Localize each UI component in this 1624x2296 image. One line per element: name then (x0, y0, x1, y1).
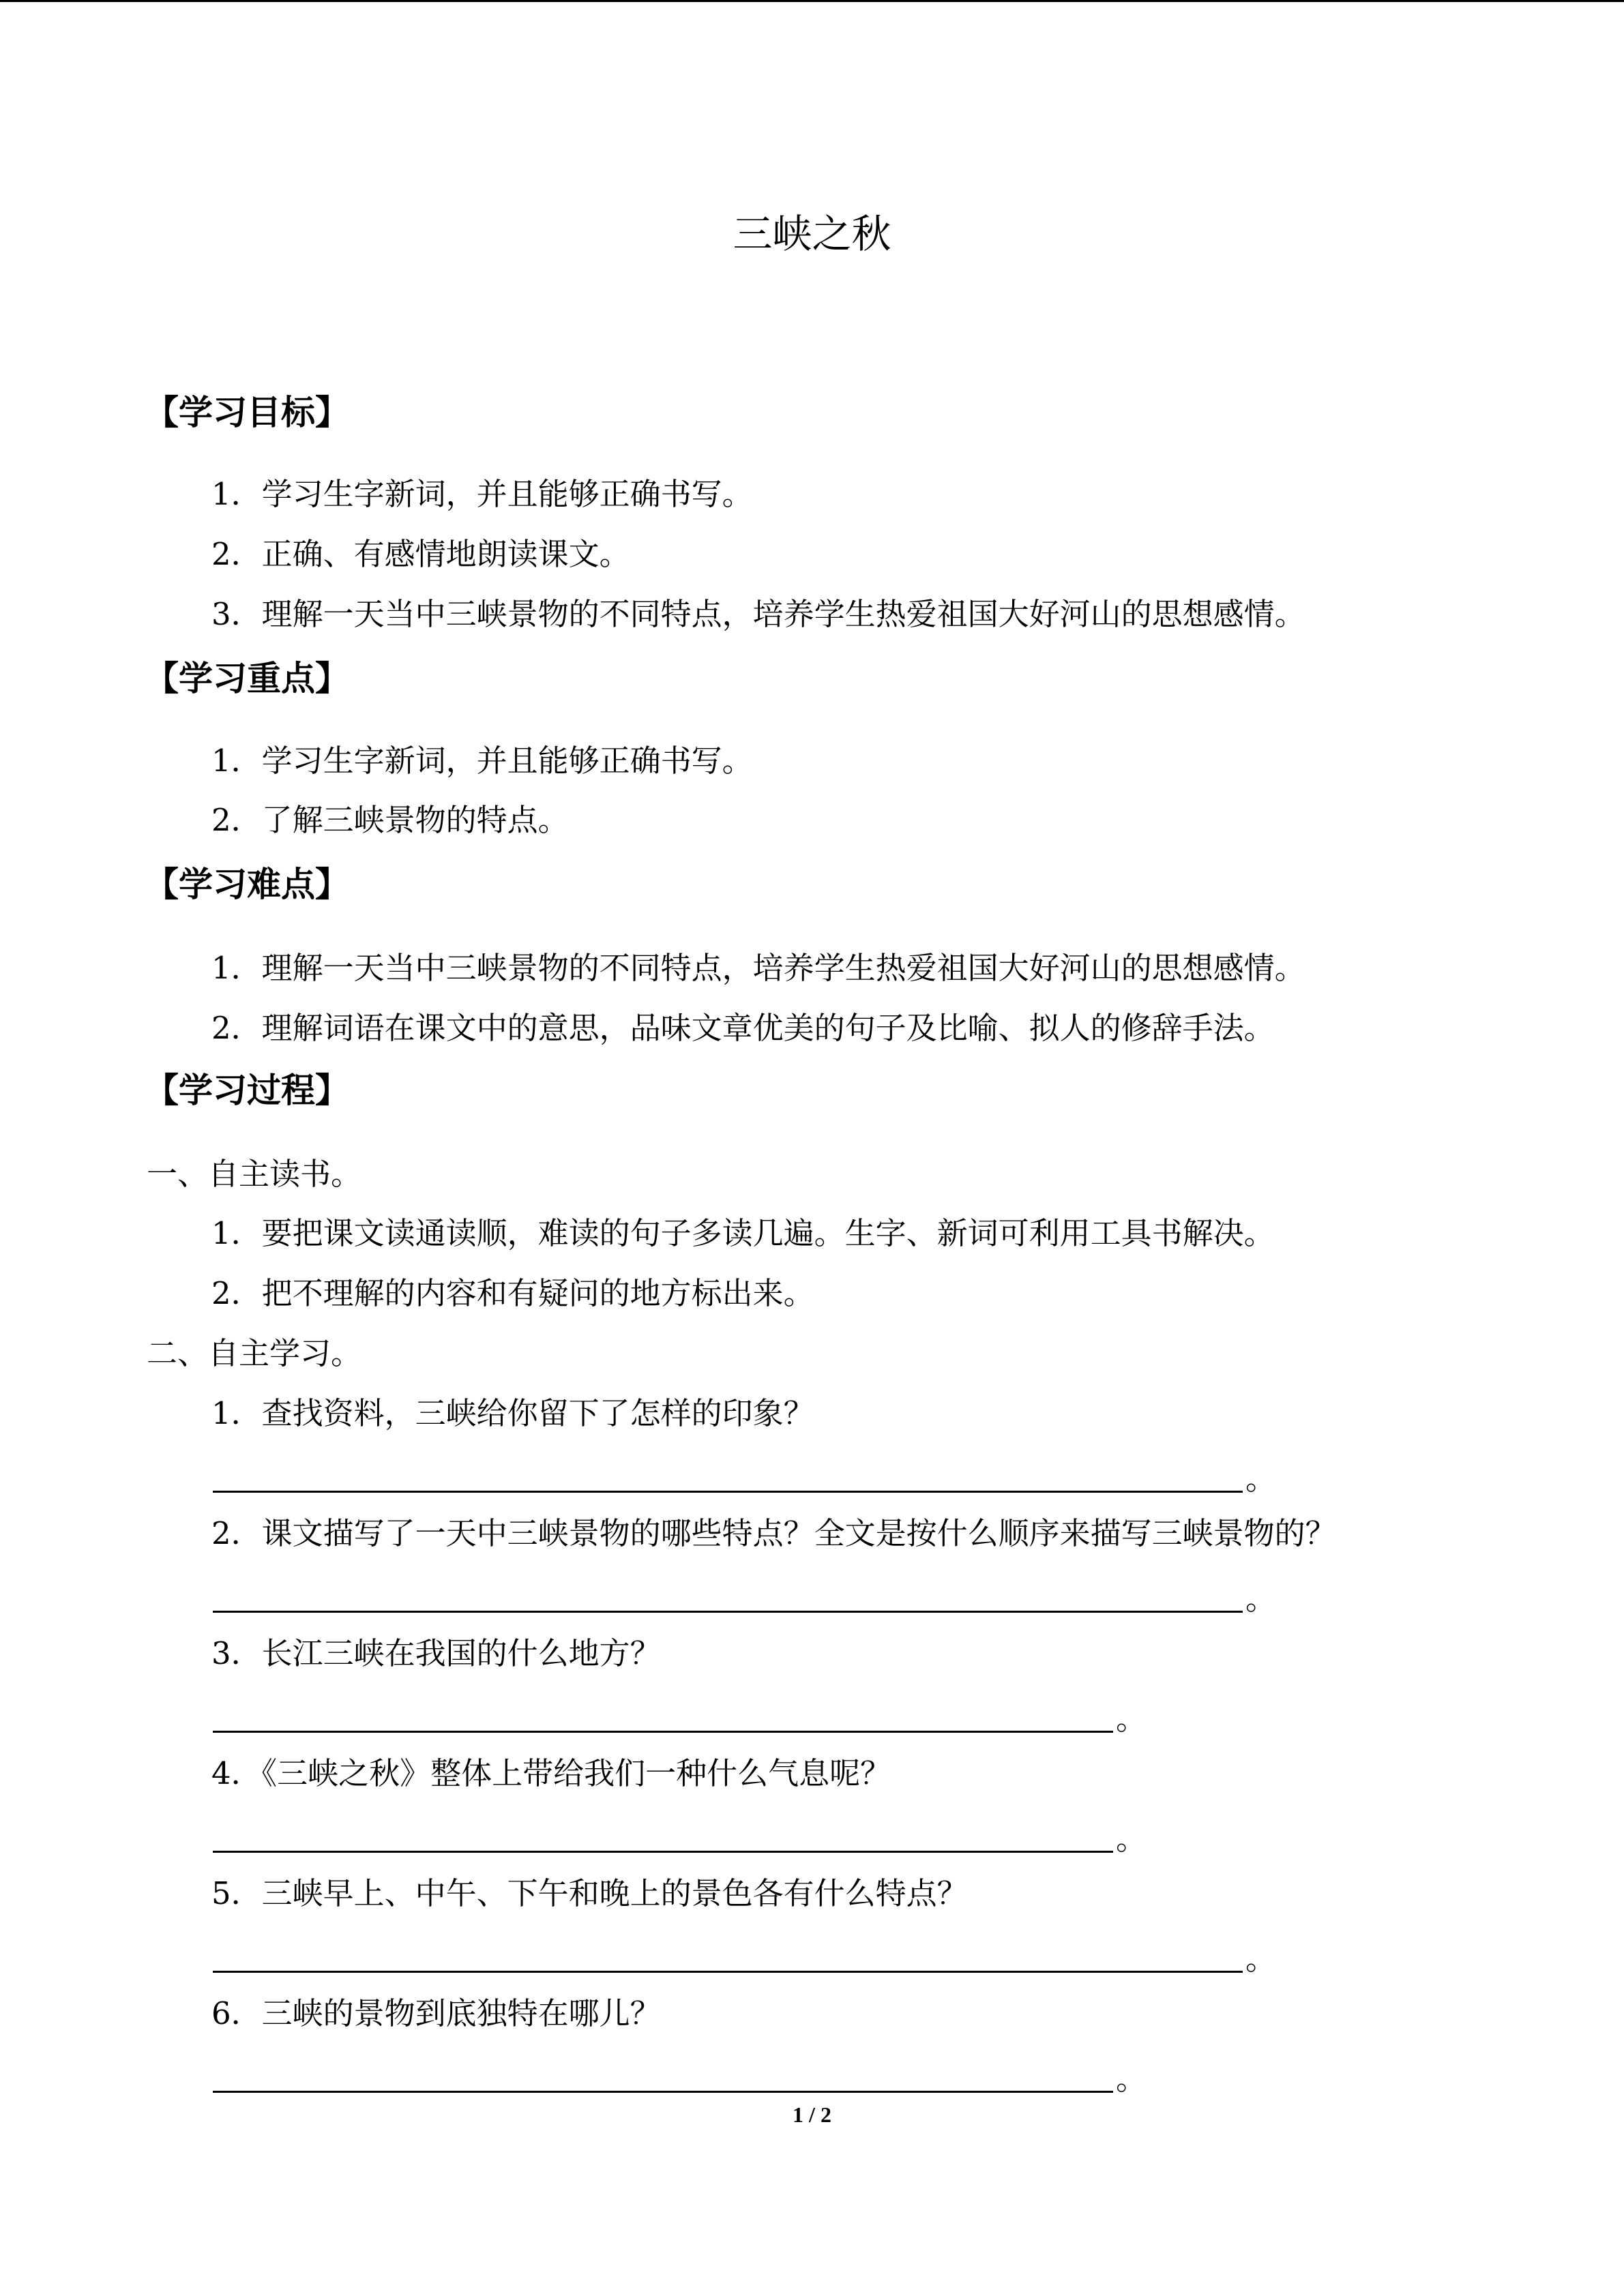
question-4: 4．《三峡之秋》整体上带给我们一种什么气息呢？ (211, 1755, 891, 1791)
answer-period-1: 。 (1245, 1461, 1277, 1497)
answer-line-6[interactable] (213, 2058, 1113, 2093)
answer-line-1[interactable] (213, 1458, 1243, 1493)
reading-item-1: 1．要把课文读通读顺，难读的句子多读几遍。生字、新词可利用工具书解决。 (211, 1215, 1275, 1251)
difficulty-item-1: 1．理解一天当中三峡景物的不同特点，培养学生热爱祖国大好河山的思想感情。 (211, 950, 1305, 986)
answer-period-4: 。 (1116, 1821, 1147, 1857)
goal-item-1: 1．学习生字新词，并且能够正确书写。 (211, 476, 753, 512)
key-point-item-1: 1．学习生字新词，并且能够正确书写。 (211, 743, 753, 779)
answer-line-4[interactable] (213, 1818, 1113, 1853)
answer-line-3[interactable] (213, 1698, 1113, 1733)
subsection-title-self-study: 二、自主学习。 (147, 1335, 362, 1371)
section-heading-process: 【学习过程】 (145, 1070, 349, 1110)
section-heading-difficulties: 【学习难点】 (145, 864, 349, 904)
reading-item-2: 2．把不理解的内容和有疑问的地方标出来。 (211, 1275, 814, 1311)
page-number: 1 / 2 (793, 2102, 831, 2127)
question-2: 2．课文描写了一天中三峡景物的哪些特点？全文是按什么顺序来描写三峡景物的？ (211, 1515, 1336, 1551)
question-1: 1．查找资料，三峡给你留下了怎样的印象？ (211, 1395, 814, 1431)
key-point-item-2: 2．了解三峡景物的特点。 (211, 802, 569, 838)
subsection-title-self-reading: 一、自主读书。 (147, 1156, 362, 1192)
answer-period-3: 。 (1116, 1701, 1147, 1737)
difficulty-item-2: 2．理解词语在课文中的意思，品味文章优美的句子及比喻、拟人的修辞手法。 (211, 1010, 1275, 1046)
answer-period-5: 。 (1245, 1941, 1277, 1977)
page-title: 三峡之秋 (733, 211, 891, 257)
page-top-border (0, 0, 1624, 2)
question-6: 6．三峡的景物到底独特在哪儿？ (211, 1995, 661, 2031)
answer-line-5[interactable] (213, 1938, 1243, 1973)
goal-item-2: 2．正确、有感情地朗读课文。 (211, 536, 630, 572)
goal-item-3: 3．理解一天当中三峡景物的不同特点，培养学生热爱祖国大好河山的思想感情。 (211, 596, 1305, 632)
answer-line-2[interactable] (213, 1578, 1243, 1613)
section-heading-goals: 【学习目标】 (145, 392, 349, 432)
question-5: 5．三峡早上、中午、下午和晚上的景色各有什么特点？ (211, 1875, 968, 1911)
answer-period-6: 。 (1116, 2061, 1147, 2097)
question-3: 3．长江三峡在我国的什么地方？ (211, 1635, 661, 1671)
section-heading-key-points: 【学习重点】 (145, 658, 349, 698)
answer-period-2: 。 (1245, 1581, 1277, 1617)
